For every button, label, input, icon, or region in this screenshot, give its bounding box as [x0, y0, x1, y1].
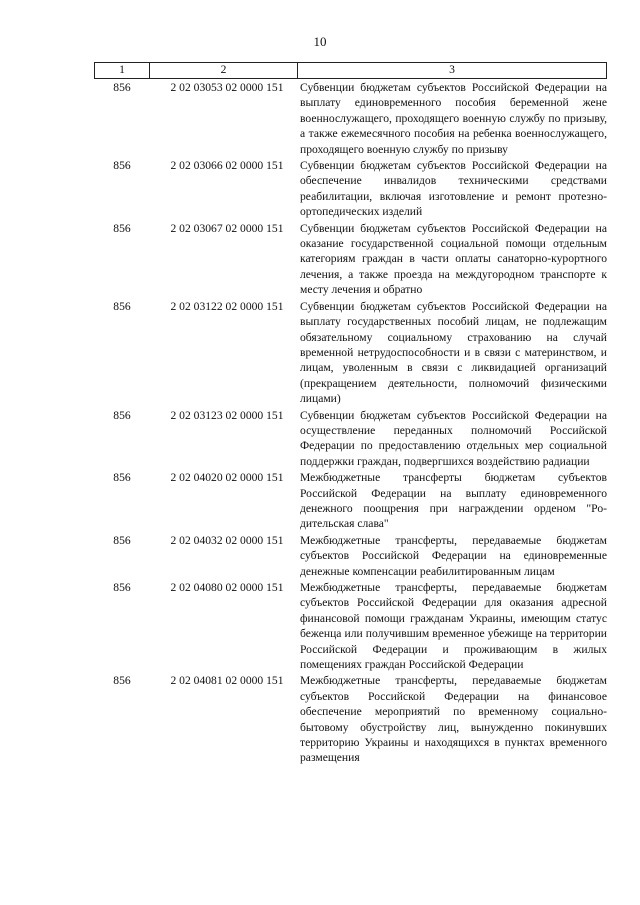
table-row	[94, 408, 607, 470]
description-cell: Межбюджетные трансферты, передаваемые бюджетам субъектов Российской Федерации для оказания адресной финансовой помощи гражданам Украины, имеющим статус беженца или получившим временное убежище на территории Российской Федерации и проживающим в жилых помещениях граждан Российской Федерации	[300, 581, 607, 672]
budget-code-cell: 2 02 03067 02 0000 151	[170, 221, 284, 235]
description-cell: Субвенции бюджетам субъектов Российской Федерации на выплату государственных пособий лицам, не подлежащим обязательному социальному страхованию на случай временной нетрудоспособности и в связи с материнством, и лицам, уволенным в связи с ликвидацией организаций (прекращением деятельности, полномочий физическими лицами)	[300, 299, 607, 406]
admin-code-cell: 856	[113, 159, 131, 173]
page-number: 10	[313, 34, 327, 49]
budget-code-cell: 2 02 04020 02 0000 151	[170, 471, 284, 485]
admin-code-cell: 856	[113, 299, 131, 313]
table-row	[94, 80, 607, 157]
description-cell: Межбюджетные трансферты, передаваемые бюджетам субъектов Российской Федерации на финансовое обеспечение мероприятий по временному социально-бытовому обустройству лиц, вынужденно покинувших территорию Украины и находящихся в пунктах временного размещения	[300, 674, 607, 765]
budget-code-table	[94, 62, 607, 766]
description-cell: Межбюджетные трансферты, передаваемые бюджетам субъектов Российской Федерации на единовременные денежные компенсации реабилитированным лицам	[300, 533, 607, 578]
admin-code-cell: 856	[113, 408, 131, 422]
budget-code-cell: 2 02 04032 02 0000 151	[170, 533, 284, 547]
table-row	[94, 470, 607, 532]
budget-code-cell: 2 02 04080 02 0000 151	[170, 581, 284, 594]
budget-code-cell: 2 02 03053 02 0000 151	[170, 81, 284, 94]
admin-code-cell: 856	[113, 221, 131, 235]
table-header-row	[94, 62, 607, 79]
admin-code-cell: 856	[113, 81, 131, 94]
description-cell: Субвенции бюджетам субъектов Российской Федерации на осуществление переданных полномочий Российской Федерации по предоставлению отдельных мер социальной поддержки граждан, подвергшихся воздействию радиации	[300, 408, 607, 468]
budget-code-cell: 2 02 04081 02 0000 151	[170, 674, 284, 688]
budget-code-cell: 2 02 03122 02 0000 151	[170, 299, 284, 313]
admin-code-cell: 856	[113, 674, 131, 688]
column-header-1: 1	[94, 63, 150, 78]
column-header-2: 2	[150, 63, 298, 78]
admin-code-cell: 856	[113, 581, 131, 594]
table-row	[94, 580, 607, 672]
budget-code-cell: 2 02 03066 02 0000 151	[170, 159, 284, 173]
budget-code-cell: 2 02 03123 02 0000 151	[170, 408, 284, 422]
description-cell: Субвенции бюджетам субъектов Российской Федерации на обеспечение инвалидов техническими средствами реабилитации, включая изготовление и ремонт протезно-ортопедических изделий	[300, 159, 607, 219]
description-cell: Субвенции бюджетам субъектов Российской Федерации на оказание государственной социальной помощи отдельным категориям граждан в части оплаты санаторно-курортного лечения, а также проезда на междугородном транспорте к месту лечения и обратно	[300, 221, 607, 297]
table-row	[94, 533, 607, 579]
column-header-3: 3	[298, 63, 607, 78]
table-row	[94, 299, 607, 407]
table-row	[94, 158, 607, 220]
description-cell: Субвенции бюджетам субъектов Российской Федерации на выплату единовременного пособия беременной жене военнослужащего, проходящего военную службу по призыву, а также ежемесячного пособия на ребенка военнослужащего, проходящего военную службу по призыву	[300, 81, 607, 156]
admin-code-cell: 856	[113, 471, 131, 485]
table-row	[94, 221, 607, 298]
admin-code-cell: 856	[113, 533, 131, 547]
table-row	[94, 673, 607, 765]
description-cell: Межбюджетные трансферты бюджетам субъектов Российской Федерации на выплату единовременного денежного поощрения при награждении орденом "Родительская слава"	[300, 471, 607, 531]
